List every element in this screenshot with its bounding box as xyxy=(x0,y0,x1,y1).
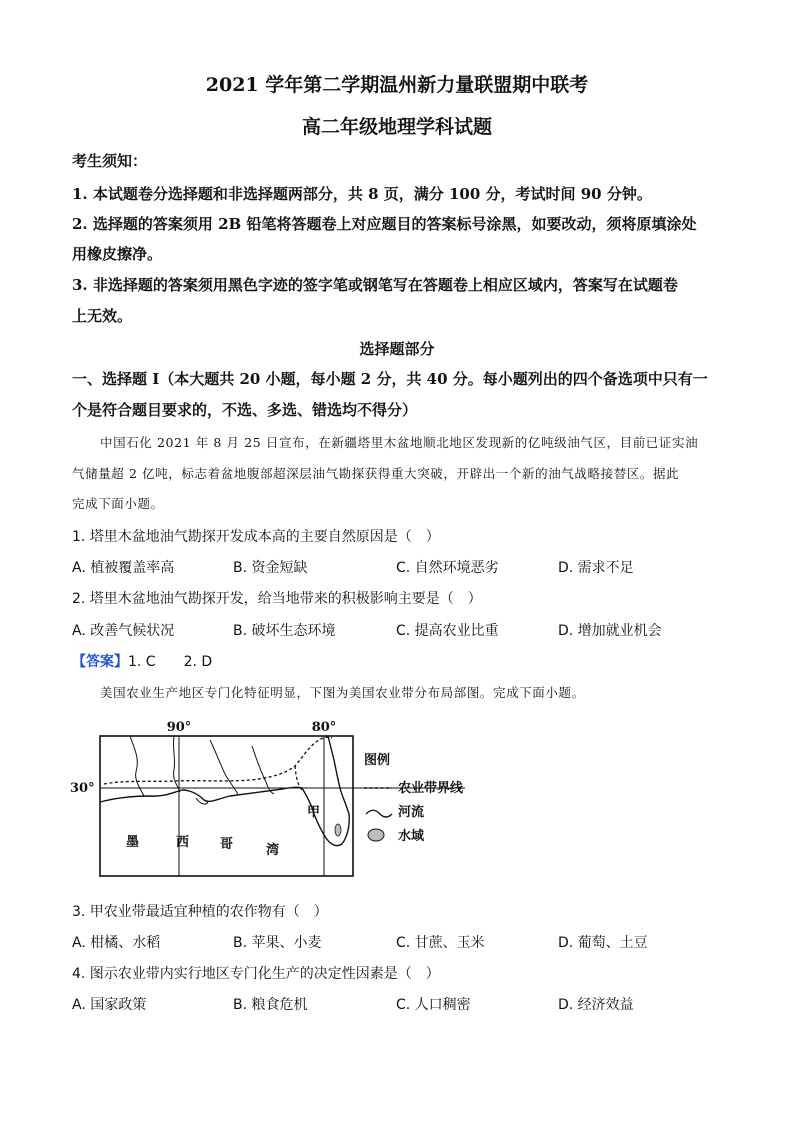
gulf-char-3: 哥 xyxy=(220,837,234,852)
passage1-line-1: 中国石化 2021 年 8 月 25 日宣布，在新疆塔里木盆地顺北地区发现新的亿吨级油气区，目前已证实油 xyxy=(100,435,699,450)
question-3-option-c: C. 甘蔗、玉米 xyxy=(396,935,485,951)
question-1-option-a: A. 植被覆盖率高 xyxy=(72,560,175,576)
exam-title: 2021 学年第二学期温州新力量联盟期中联考 xyxy=(205,74,589,96)
question-3-option-a: A. 柑橘、水稻 xyxy=(72,935,161,951)
passage2-line-1: 美国农业生产地区专门化特征明显，下图为美国农业带分布局部图。完成下面小题。 xyxy=(100,685,585,700)
us-agriculture-belt-map xyxy=(70,718,490,888)
gulf-char-2: 西 xyxy=(176,835,190,850)
question-3-stem: 3. 甲农业带最适宜种植的农作物有（ ） xyxy=(72,904,328,920)
notice-item-2-line-2: 用橡皮擦净。 xyxy=(72,245,163,263)
question-4-stem: 4. 图示农业带内实行地区专门化生产的决定性因素是（ ） xyxy=(72,966,440,982)
notice-item-3-line-2: 上无效。 xyxy=(72,307,133,325)
question-4-option-c: C. 人口稠密 xyxy=(396,997,471,1013)
legend-river-label: 河流 xyxy=(398,805,425,820)
question-2-stem: 2. 塔里木盆地油气勘探开发，给当地带来的积极影响主要是（ ） xyxy=(72,591,482,607)
question-3-option-d: D. 葡萄、土豆 xyxy=(558,935,648,951)
question-1-option-d: D. 需求不足 xyxy=(558,560,634,576)
question-1-option-c: C. 自然环境恶劣 xyxy=(396,560,499,576)
notice-item-3-line-1: 3. 非选择题的答案须用黑色字迹的签字笔或钢笔写在答题卷上相应区域内，答案写在试题卷 xyxy=(72,276,678,294)
lon-90-label: 90° xyxy=(166,720,192,735)
lat-30-label: 30° xyxy=(70,781,95,796)
question-1-stem: 1. 塔里木盆地油气勘探开发成本高的主要自然原因是（ ） xyxy=(72,529,440,545)
lon-80-label: 80° xyxy=(311,720,337,735)
river-west xyxy=(130,736,144,796)
legend-water-symbol xyxy=(368,829,384,841)
river-east xyxy=(252,746,274,794)
question-4-option-d: D. 经济效益 xyxy=(558,997,634,1013)
river-central xyxy=(210,740,238,794)
gulf-char-4: 湾 xyxy=(266,843,280,858)
question-4-option-b: B. 粮食危机 xyxy=(233,997,308,1013)
question-4-option-a: A. 国家政策 xyxy=(72,997,147,1013)
question-2-option-b: B. 破坏生态环境 xyxy=(233,623,336,639)
exam-subtitle: 高二年级地理学科试题 xyxy=(301,116,492,138)
question-3-option-b: B. 苹果、小麦 xyxy=(233,935,322,951)
question-1-option-b: B. 资金短缺 xyxy=(233,560,308,576)
answer-text: 1. C 2. D xyxy=(128,654,213,670)
answer-line xyxy=(72,651,212,671)
legend-title: 图例 xyxy=(364,753,391,768)
part1-instructions-line-2: 个是符合题目要求的，不选、多选、错选均不得分） xyxy=(72,401,418,419)
answer-tag: 【答案】 xyxy=(72,654,128,670)
region-jia-label: 甲 xyxy=(307,805,321,820)
legend-river-symbol xyxy=(366,810,392,817)
notice-item-1: 1. 本试题卷分选择题和非选择题两部分，共 8 页，满分 100 分，考试时间 90 分钟。 xyxy=(72,185,652,203)
passage1-line-3: 完成下面小题。 xyxy=(72,496,164,511)
passage1-line-2: 气储量超 2 亿吨，标志着盆地腹部超深层油气勘探获得重大突破，开辟出一个新的油气战略接替区。据此 xyxy=(72,466,680,481)
section-title: 选择题部分 xyxy=(359,340,435,358)
legend-water-label: 水域 xyxy=(398,829,425,844)
part1-instructions-line-1: 一、选择题 I（本大题共 20 小题，每小题 2 分，共 40 分。每小题列出的四个备选项中只有一 xyxy=(72,370,708,388)
question-2-option-a: A. 改善气候状况 xyxy=(72,623,175,639)
question-2-option-d: D. 增加就业机会 xyxy=(558,623,662,639)
legend-boundary-label: 农业带界线 xyxy=(398,781,464,796)
question-2-option-c: C. 提高农业比重 xyxy=(396,623,499,639)
notice-heading: 考生须知： xyxy=(72,152,148,170)
gulf-char-1: 墨 xyxy=(126,835,140,850)
lake-okeechobee xyxy=(335,824,341,836)
agri-belt-boundary xyxy=(104,737,332,784)
coastline xyxy=(100,736,349,846)
notice-item-2-line-1: 2. 选择题的答案须用 2B 铅笔将答题卷上对应题目的答案标号涂黑，如要改动，须将原填涂处 xyxy=(72,215,697,233)
